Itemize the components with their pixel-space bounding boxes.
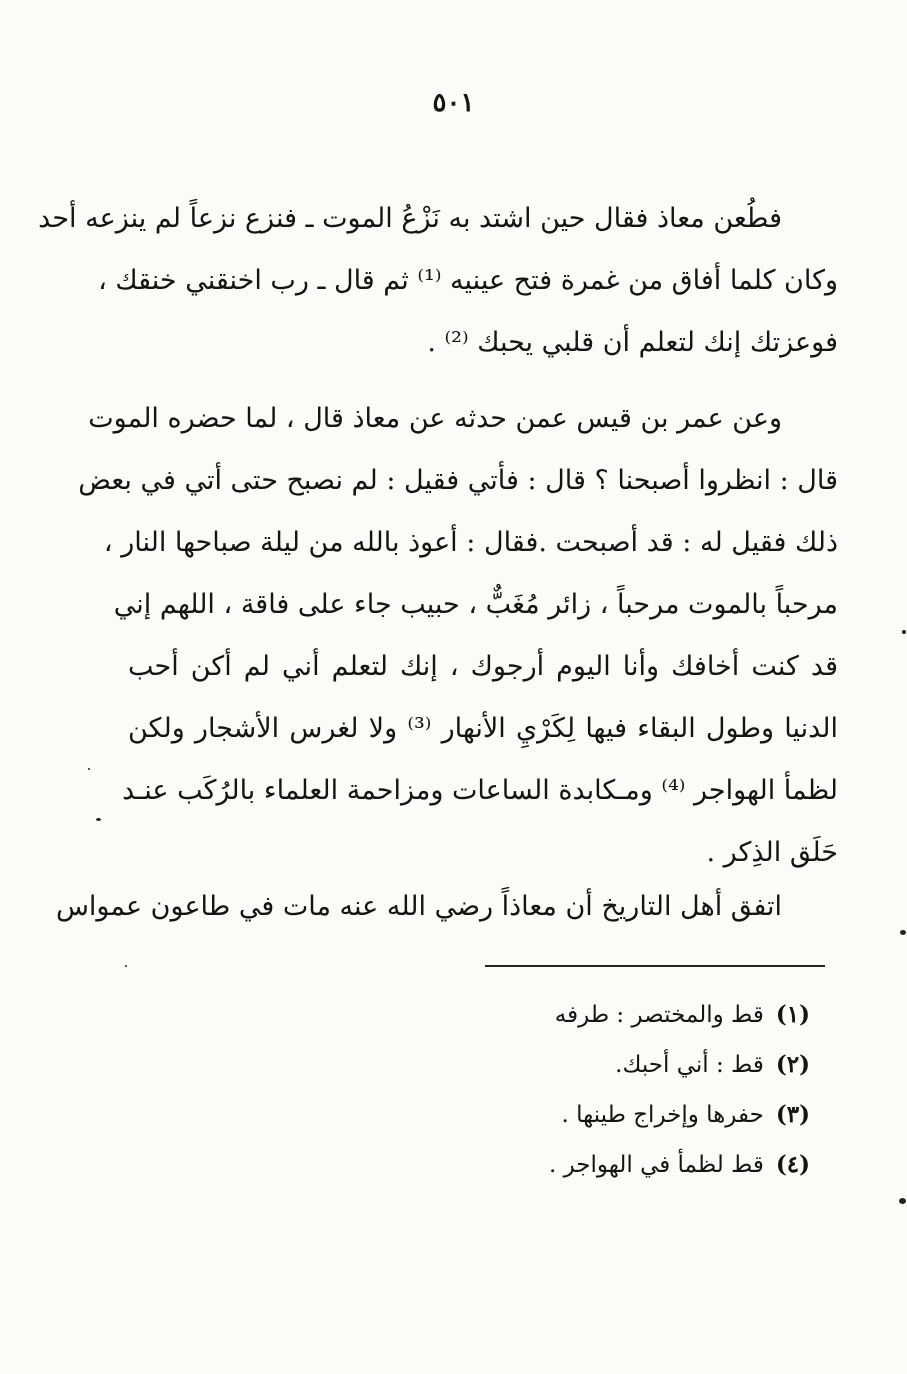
scan-speck — [125, 965, 127, 967]
text-line: قد كنت أخافك وأنا اليوم أرجوك ، إنك لتعلم أني لم أكن أحب — [128, 651, 838, 682]
paragraph-2 — [78, 388, 839, 884]
footnote-text: قط : أني أحبك. — [615, 1052, 764, 1078]
footnote-text: قط لظمأ في الهواجر . — [548, 1152, 764, 1178]
page-number: ٥٠١ — [432, 88, 475, 118]
scan-speck — [88, 768, 90, 770]
footnote-2 — [380, 1040, 810, 1090]
scan-speck — [96, 818, 101, 821]
footnote-text: حفرها وإخراج طينها . — [561, 1102, 764, 1128]
footnote-1 — [380, 990, 810, 1040]
footnote-separator — [485, 965, 825, 967]
text-line: وعن عمر بن قيس عمن حدثه عن معاذ قال ، لما حضره الموت — [88, 403, 782, 434]
text-line: قال : انظروا أصبحنا ؟ قال : فأتي فقيل : لم نصبح حتى أتي في بعض — [78, 465, 838, 496]
footnote-4 — [380, 1140, 810, 1190]
footnote-number: (٢) — [775, 1051, 810, 1078]
text-line: وكان كلما أفاق من غمرة فتح عينيه ⁽¹⁾ ثم قال ـ رب اخنقني خنقك ، — [98, 265, 838, 296]
footnote-number: (٣) — [775, 1101, 810, 1128]
text-line: حَلَق الذِكر . — [706, 837, 838, 868]
text-line: لظمأ الهواجر ⁽⁴⁾ ومـكابدة الساعات ومزاحمة العلماء بالرُكَب عنـد — [122, 775, 838, 806]
text-line: الدنيا وطول البقاء فيها لِكَرْيِ الأنهار ⁽³⁾ ولا لغرس الأشجار ولكن — [128, 713, 839, 744]
scan-speck — [902, 630, 906, 634]
footnote-number: (٤) — [775, 1151, 810, 1178]
footnotes — [380, 990, 810, 1190]
paragraph-1 — [38, 188, 838, 374]
text-line: اتفق أهل التاريخ أن معاذاً رضي الله عنه مات في طاعون عمواس — [55, 891, 782, 922]
text-line: فطُعن معاذ فقال حين اشتد به نَزْعُ الموت ـ فنزع نزعاً لم ينزعه أحد — [38, 203, 782, 234]
footnote-3 — [380, 1090, 810, 1140]
footnote-number: (١) — [775, 1001, 810, 1028]
scan-speck — [899, 1198, 906, 1204]
paragraph-3 — [55, 876, 838, 938]
scan-speck — [900, 930, 906, 935]
footnote-text: قط والمختصر : طرفه — [554, 1002, 764, 1028]
text-line: ذلك فقيل له : قد أصبحت .فقال : أعوذ بالله من ليلة صباحها النار ، — [103, 527, 838, 558]
text-line: فوعزتك إنك لتعلم أن قلبي يحبك ⁽²⁾ . — [427, 327, 838, 358]
text-line: مرحباً بالموت مرحباً ، زائر مُغَبٌّ ، حبيب جاء على فاقة ، اللهم إني — [113, 589, 838, 620]
